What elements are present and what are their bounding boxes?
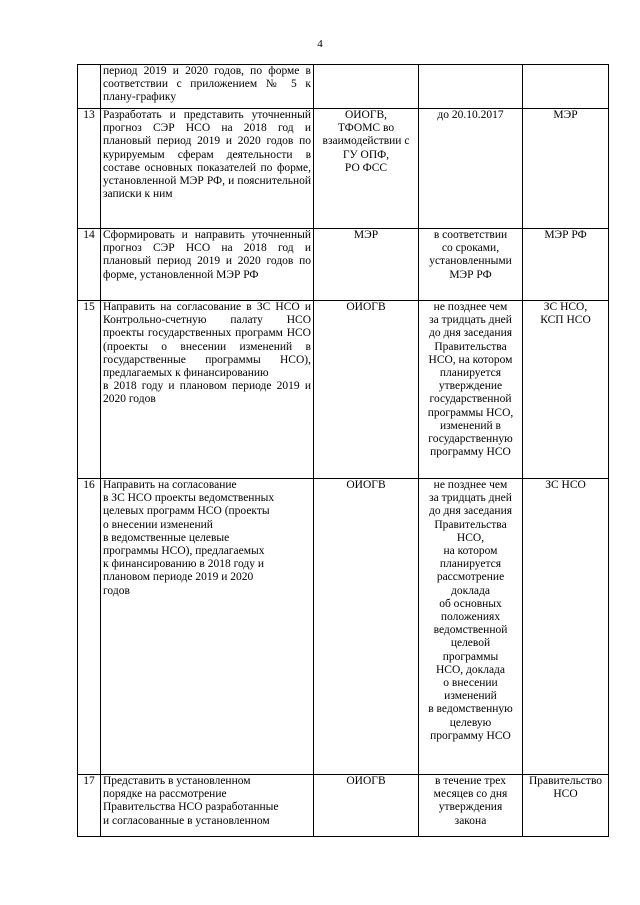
row-number: 14 (78, 229, 101, 301)
table-row (78, 109, 609, 229)
deadline: до 20.10.2017 (419, 109, 523, 229)
plan-table (77, 64, 609, 837)
deadline (419, 65, 523, 109)
task-description: Направить на согласование в ЗС НСО и Контрольно-счетную палату НСО проекты государственных программ НСО (проекты о внесении изменений в государственные программы НСО), предлагаемых к финансированию в 2018 году и плановом периоде 2019 и 2020 годов (101, 301, 314, 479)
task-description: период 2019 и 2020 годов, по форме в соответствии с приложением № 5 к плану-графику (101, 65, 314, 109)
task-description: Представить в установленном порядке на рассмотрение Правительства НСО разработанные и согласованные в установленном (101, 775, 314, 837)
row-number: 17 (78, 775, 101, 837)
row-number: 13 (78, 109, 101, 229)
page-number: 4 (317, 38, 323, 50)
responsible-party: ОИОГВ (314, 775, 419, 837)
table-row (78, 301, 609, 479)
recipient: МЭР (523, 109, 609, 229)
recipient: ЗС НСО (523, 479, 609, 775)
deadline: не позднее чем за тридцать дней до дня заседания Правительства НСО, на котором планируется утверждение государственной программы НСО, изменений в государственную программу НСО (419, 301, 523, 479)
table-row (78, 479, 609, 775)
table-row (78, 65, 609, 109)
row-number: 16 (78, 479, 101, 775)
table-row (78, 775, 609, 837)
recipient: ЗС НСО, КСП НСО (523, 301, 609, 479)
deadline: в течение трех месяцев со дня утверждения закона (419, 775, 523, 837)
responsible-party: ОИОГВ (314, 301, 419, 479)
responsible-party: ОИОГВ, ТФОМС во взаимодействии с ГУ ОПФ, РО ФСС (314, 109, 419, 229)
responsible-party: ОИОГВ (314, 479, 419, 775)
responsible-party: МЭР (314, 229, 419, 301)
row-number: 15 (78, 301, 101, 479)
recipient: МЭР РФ (523, 229, 609, 301)
task-description: Сформировать и направить уточненный прогноз СЭР НСО на 2018 год и плановый период 2019 и 2020 годов по форме, установленной МЭР РФ (101, 229, 314, 301)
recipient: Правительство НСО (523, 775, 609, 837)
table-row (78, 229, 609, 301)
task-description: Разработать и представить уточненный прогноз СЭР НСО на 2018 год и плановый период 2019 и 2020 годов по курируемым сферам деятельности в составе основных показателей по форме, установленной МЭР РФ, и пояснительной записки к ним (101, 109, 314, 229)
responsible-party (314, 65, 419, 109)
deadline: в соответствии со сроками, установленными МЭР РФ (419, 229, 523, 301)
deadline: не позднее чем за тридцать дней до дня заседания Правительства НСО, на котором планируется рассмотрение доклада об основных положениях ведомственной целевой программы НСО, доклада о внесении изменений в ведомственную целевую программу НСО (419, 479, 523, 775)
row-number (78, 65, 101, 109)
task-description: Направить на согласование в ЗС НСО проекты ведомственных целевых программ НСО (проекты о внесении изменений в ведомственные целевые программы НСО), предлагаемых к финансированию в 2018 году и плановом периоде 2019 и 2020 годов (101, 479, 314, 775)
recipient (523, 65, 609, 109)
